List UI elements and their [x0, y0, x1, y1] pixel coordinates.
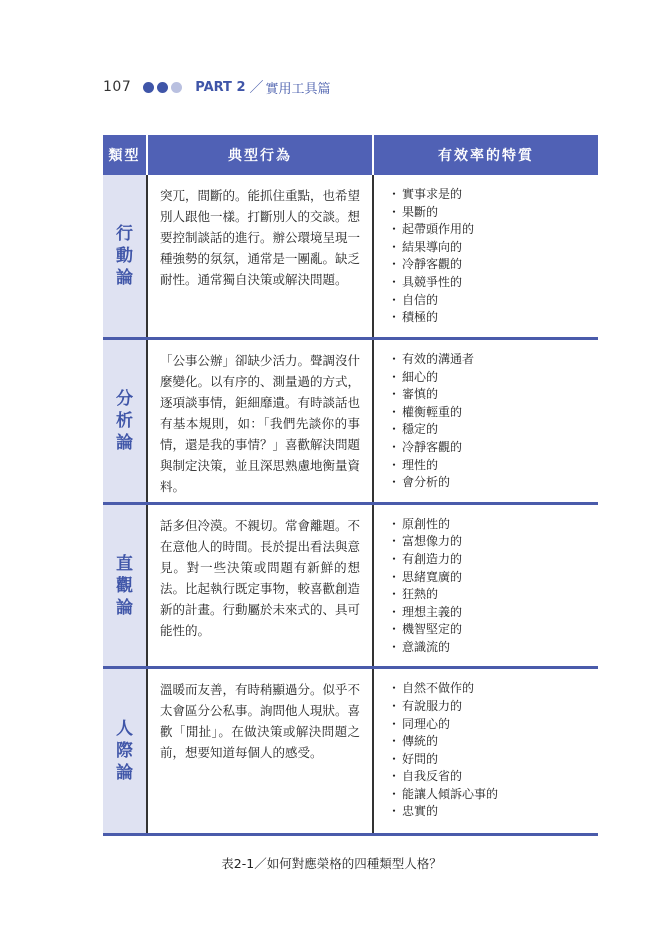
- list-item: [388, 768, 598, 786]
- part-label: PART 2: [195, 79, 246, 95]
- list-item: [388, 604, 598, 622]
- type-label-char: 析: [116, 410, 133, 431]
- list-item: [388, 186, 598, 204]
- trait-text: 權衡輕重的: [402, 404, 463, 419]
- bullet-icon: ・: [388, 422, 401, 437]
- list-item: [388, 621, 598, 639]
- list-item: [388, 457, 598, 475]
- trait-text: 忠實的: [402, 804, 439, 819]
- column-header-behavior: 典型行為: [147, 135, 373, 175]
- trait-text: 有說服力的: [402, 698, 463, 713]
- bullet-icon: ・: [388, 310, 401, 325]
- table-row: [103, 668, 598, 835]
- dot-icon: [157, 82, 168, 93]
- table-caption: 表2-1／如何對應榮格的四種類型人格？: [221, 856, 442, 871]
- behavior-text: 溫暖而友善，有時稍顯過分。似乎不太會區分公私事。詢問他人現狀。喜歡「閒扯」。在做決策或解決問題之前，想要知道每個人的感受。: [160, 682, 361, 761]
- type-label: [103, 718, 146, 784]
- type-label-char: 論: [116, 597, 133, 618]
- list-item: [388, 439, 598, 457]
- behavior-cell: [147, 339, 373, 504]
- bullet-icon: ・: [388, 622, 401, 637]
- trait-text: 理想主義的: [402, 604, 463, 619]
- running-header: [103, 77, 331, 97]
- traits-cell: [373, 503, 598, 668]
- type-label-char: 觀: [116, 575, 133, 596]
- trait-text: 自然不做作的: [402, 681, 475, 696]
- trait-text: 有效的溝通者: [402, 352, 475, 367]
- bullet-icon: ・: [388, 516, 401, 531]
- trait-text: 原創性的: [402, 516, 451, 531]
- trait-text: 會分析的: [402, 475, 451, 490]
- trait-text: 理性的: [402, 457, 439, 472]
- type-label-char: 際: [116, 741, 133, 762]
- bullet-icon: ・: [388, 587, 401, 602]
- bullet-icon: ・: [388, 639, 401, 654]
- type-label-char: 分: [116, 388, 133, 409]
- behavior-text: 突兀，間斷的。能抓住重點，也希望別人跟他一樣。打斷別人的交談。想要控制談話的進行。辦公環境呈現一種強勢的氛氛，通常是一團亂。缺乏耐性。通常獨自決策或解決問題。: [160, 188, 361, 287]
- trait-text: 積極的: [402, 310, 439, 325]
- type-cell: [103, 503, 147, 668]
- bullet-icon: ・: [388, 734, 401, 749]
- table-row: [103, 175, 598, 339]
- dots-decoration: [143, 82, 185, 93]
- section-title: 實用工具篇: [265, 81, 331, 97]
- bullet-icon: ・: [388, 404, 401, 419]
- trait-text: 好問的: [402, 751, 439, 766]
- bullet-icon: ・: [388, 440, 401, 455]
- list-item: [388, 256, 598, 274]
- bullet-icon: ・: [388, 804, 401, 819]
- behavior-text: 「公事公辦」卻缺少活力。聲調沒什麼變化。以有序的、測量過的方式，逐項談事情，鉅細靡遺。有時談話也有基本規則，如：「我們先談你的事情，還是我的事情？」喜歡解決問題與制定決策，並且深思熟慮地衡量資料。: [160, 353, 361, 495]
- list-item: [388, 221, 598, 239]
- type-label-char: 論: [116, 763, 133, 784]
- bullet-icon: ・: [388, 698, 401, 713]
- trait-text: 穩定的: [402, 422, 439, 437]
- traits-list: [374, 175, 598, 327]
- personality-type-table: [103, 135, 598, 836]
- column-header-traits: 有效率的特質: [373, 135, 598, 175]
- list-item: [388, 369, 598, 387]
- bullet-icon: ・: [388, 551, 401, 566]
- bullet-icon: ・: [388, 475, 401, 490]
- trait-text: 狂熱的: [402, 587, 439, 602]
- list-item: [388, 474, 598, 492]
- trait-text: 自我反省的: [402, 769, 463, 784]
- list-item: [388, 516, 598, 534]
- dot-icon: [171, 82, 182, 93]
- trait-text: 能讓人傾訴心事的: [402, 786, 499, 801]
- trait-text: 意識流的: [402, 639, 451, 654]
- bullet-icon: ・: [388, 187, 401, 201]
- list-item: [388, 716, 598, 734]
- bullet-icon: ・: [388, 222, 401, 237]
- table-row: [103, 503, 598, 668]
- type-label-char: 論: [116, 268, 133, 289]
- type-label: [103, 223, 146, 289]
- behavior-cell: [147, 503, 373, 668]
- type-label: [103, 553, 146, 619]
- list-item: [388, 786, 598, 804]
- list-item: [388, 751, 598, 769]
- list-item: [388, 292, 598, 310]
- trait-text: 細心的: [402, 369, 439, 384]
- trait-text: 富想像力的: [402, 534, 463, 549]
- type-cell: [103, 668, 147, 835]
- type-label-char: 行: [116, 224, 133, 245]
- trait-text: 傳統的: [402, 734, 439, 749]
- bullet-icon: ・: [388, 352, 401, 367]
- list-item: [388, 639, 598, 657]
- traits-list: [374, 340, 598, 492]
- traits-cell: [373, 175, 598, 339]
- list-item: [388, 586, 598, 604]
- type-label-char: 人: [116, 719, 133, 740]
- type-label-char: 直: [116, 553, 133, 574]
- bullet-icon: ・: [388, 604, 401, 619]
- list-item: [388, 274, 598, 292]
- list-item: [388, 569, 598, 587]
- trait-text: 冷靜客觀的: [402, 440, 463, 455]
- type-label-char: 論: [116, 432, 133, 453]
- trait-text: 具競爭性的: [402, 274, 463, 289]
- bullet-icon: ・: [388, 457, 401, 472]
- list-item: [388, 386, 598, 404]
- type-label: [103, 388, 146, 454]
- list-item: [388, 351, 598, 369]
- bullet-icon: ・: [388, 751, 401, 766]
- trait-text: 實事求是的: [402, 187, 463, 201]
- list-item: [388, 803, 598, 821]
- table-row: [103, 339, 598, 504]
- bullet-icon: ・: [388, 569, 401, 584]
- list-item: [388, 698, 598, 716]
- traits-cell: [373, 339, 598, 504]
- bullet-icon: ・: [388, 292, 401, 307]
- type-cell: [103, 175, 147, 339]
- bullet-icon: ・: [388, 681, 401, 696]
- column-header-type: 類型: [103, 135, 147, 175]
- page-number: 107: [103, 79, 132, 95]
- bullet-icon: ・: [388, 534, 401, 549]
- header-separator: ／: [249, 80, 264, 96]
- list-item: [388, 680, 598, 698]
- behavior-cell: [147, 175, 373, 339]
- traits-list: [374, 669, 598, 821]
- bullet-icon: ・: [388, 204, 401, 219]
- trait-text: 思緒寬廣的: [402, 569, 463, 584]
- bullet-icon: ・: [388, 716, 401, 731]
- trait-text: 有創造力的: [402, 551, 463, 566]
- list-item: [388, 533, 598, 551]
- bullet-icon: ・: [388, 274, 401, 289]
- behavior-cell: [147, 668, 373, 835]
- trait-text: 同理心的: [402, 716, 451, 731]
- traits-list: [374, 505, 598, 657]
- bullet-icon: ・: [388, 239, 401, 254]
- list-item: [388, 239, 598, 257]
- list-item: [388, 309, 598, 327]
- type-cell: [103, 339, 147, 504]
- traits-cell: [373, 668, 598, 835]
- type-label-char: 動: [116, 246, 133, 267]
- list-item: [388, 204, 598, 222]
- table-header-row: [103, 135, 598, 175]
- list-item: [388, 404, 598, 422]
- bullet-icon: ・: [388, 387, 401, 402]
- list-item: [388, 551, 598, 569]
- trait-text: 審慎的: [402, 387, 439, 402]
- bullet-icon: ・: [388, 369, 401, 384]
- trait-text: 結果導向的: [402, 239, 463, 254]
- dot-icon: [143, 82, 154, 93]
- bullet-icon: ・: [388, 769, 401, 784]
- trait-text: 果斷的: [402, 204, 439, 219]
- list-item: [388, 421, 598, 439]
- trait-text: 機智堅定的: [402, 622, 463, 637]
- bullet-icon: ・: [388, 257, 401, 272]
- behavior-text: 話多但冷漠。不親切。常會離題。不在意他人的時間。長於提出看法與意見。對一些決策或問題有新鮮的想法。比起執行既定事物，較喜歡創造新的計畫。行動屬於未來式的、具可能性的。: [160, 517, 361, 638]
- trait-text: 自信的: [402, 292, 439, 307]
- trait-text: 起帶頭作用的: [402, 222, 475, 237]
- trait-text: 冷靜客觀的: [402, 257, 463, 272]
- bullet-icon: ・: [388, 786, 401, 801]
- list-item: [388, 733, 598, 751]
